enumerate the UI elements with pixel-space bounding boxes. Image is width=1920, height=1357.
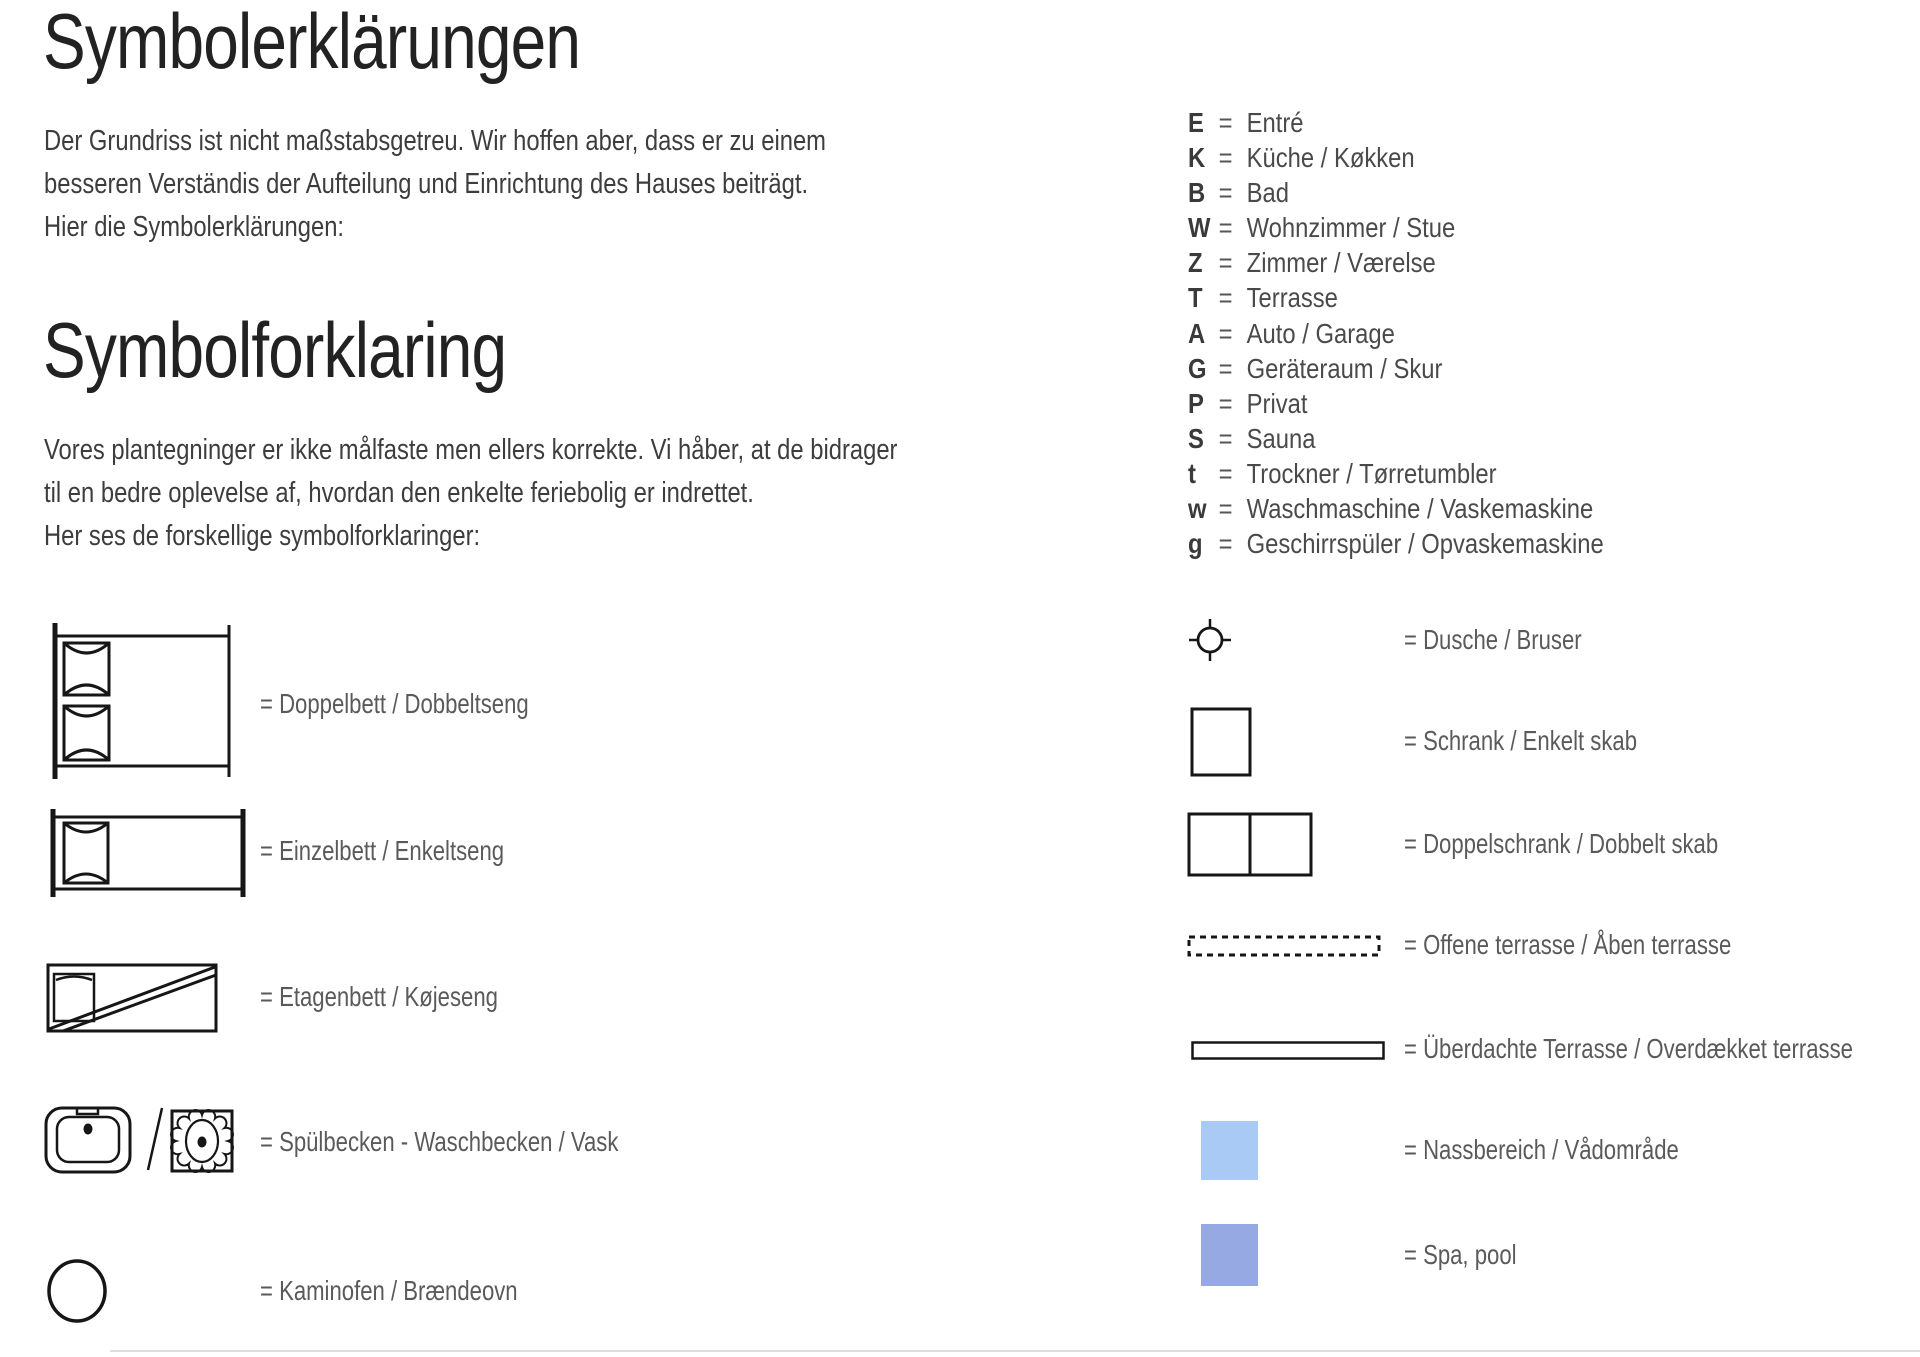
abbr-key: w — [1188, 493, 1207, 525]
single-wardrobe-label: = Schrank / Enkelt skab — [1404, 725, 1638, 756]
abbr-row-wohnzimmer — [1188, 210, 1604, 245]
double-bed-label: = Doppelbett / Dobbeltseng — [260, 688, 529, 719]
abbr-label: Waschmaschine / Vaskemaskine — [1246, 493, 1594, 525]
abbr-row-privat — [1188, 386, 1604, 421]
abbr-row-trockner — [1188, 456, 1604, 491]
abbr-label: Trockner / Tørretumbler — [1246, 457, 1497, 489]
danish-title: Symbolforklaring — [43, 306, 507, 394]
equals-sign: = — [1218, 457, 1233, 489]
german-title: Symbolerklärungen — [43, 0, 581, 85]
abbr-key: E — [1188, 107, 1204, 138]
danish-intro-line-2: til en bedre oplevelse af, hvordan den enkelte feriebolig er indrettet. — [44, 477, 754, 509]
abbr-label: Sauna — [1246, 422, 1316, 454]
spa-pool-swatch — [1201, 1224, 1258, 1286]
sink-washbasin-label: = Spülbecken - Waschbecken / Vask — [260, 1126, 619, 1157]
double-wardrobe-icon — [1187, 812, 1313, 877]
abbr-key: g — [1188, 528, 1203, 560]
slash-separator — [146, 1107, 164, 1171]
washbasin-icon — [170, 1109, 234, 1173]
single-wardrobe-icon — [1190, 707, 1252, 777]
spa-pool-label: = Spa, pool — [1404, 1239, 1517, 1270]
german-intro-line-1: Der Grundriss ist nicht maßstabsgetreu. Wir hoffen aber, dass er zu einem — [44, 125, 826, 157]
abbr-row-sauna — [1188, 421, 1604, 456]
equals-sign: = — [1218, 282, 1233, 314]
abbr-key: W — [1188, 212, 1211, 244]
bottom-divider — [110, 1350, 1920, 1352]
abbr-key: K — [1188, 142, 1206, 174]
abbr-key: T — [1188, 282, 1203, 314]
abbr-row-terrasse — [1188, 280, 1604, 315]
abbr-label: Entré — [1246, 107, 1304, 138]
equals-sign: = — [1218, 528, 1233, 560]
abbr-label: Küche / Køkken — [1246, 142, 1415, 174]
abbr-key: t — [1188, 457, 1196, 489]
german-intro-line-2: besseren Verständis der Aufteilung und Einrichtung des Hauses beiträgt. — [44, 168, 809, 200]
abbr-row-geraeteraum — [1188, 351, 1604, 386]
abbr-label: Geräteraum / Skur — [1246, 352, 1443, 384]
covered-terrace-label: = Überdachte Terrasse / Overdækket terrasse — [1404, 1033, 1853, 1064]
abbr-row-kueche — [1188, 140, 1604, 175]
open-terrace-icon — [1187, 935, 1381, 957]
abbreviation-list — [1188, 105, 1604, 561]
equals-sign: = — [1218, 422, 1233, 454]
abbr-key: S — [1188, 422, 1204, 454]
abbr-key: P — [1188, 387, 1204, 419]
equals-sign: = — [1218, 107, 1233, 138]
shower-icon — [1186, 616, 1234, 664]
abbr-label: Zimmer / Værelse — [1246, 247, 1436, 279]
abbr-row-bad — [1188, 175, 1604, 210]
danish-intro-line-1: Vores plantegninger er ikke målfaste men ellers korrekte. Vi håber, at de bidrager — [44, 434, 898, 466]
abbr-label: Auto / Garage — [1246, 317, 1395, 349]
single-bed-icon — [48, 808, 248, 898]
abbr-row-entre — [1188, 105, 1604, 140]
danish-intro — [44, 429, 897, 558]
wood-stove-label: = Kaminofen / Brændeovn — [260, 1275, 518, 1306]
bunk-bed-icon — [46, 963, 218, 1033]
equals-sign: = — [1218, 317, 1233, 349]
double-wardrobe-label: = Doppelschrank / Dobbelt skab — [1404, 828, 1719, 859]
wet-area-swatch — [1201, 1121, 1258, 1180]
double-bed-icon — [47, 622, 239, 780]
equals-sign: = — [1218, 212, 1233, 244]
abbr-label: Privat — [1246, 387, 1308, 419]
danish-intro-line-3: Her ses de forskellige symbolforklaringer: — [44, 520, 481, 552]
abbr-label: Terrasse — [1246, 282, 1338, 314]
abbr-key: Z — [1188, 247, 1203, 279]
equals-sign: = — [1218, 387, 1233, 419]
abbr-row-waschmaschine — [1188, 491, 1604, 526]
equals-sign: = — [1218, 177, 1233, 209]
bunk-bed-label: = Etagenbett / Køjeseng — [260, 981, 498, 1012]
abbr-label: Wohnzimmer / Stue — [1246, 212, 1456, 244]
abbr-label: Bad — [1246, 177, 1290, 209]
covered-terrace-icon — [1191, 1041, 1385, 1060]
single-bed-label: = Einzelbett / Enkeltseng — [260, 835, 505, 866]
wood-stove-icon — [45, 1259, 109, 1323]
abbr-row-geschirrspueler — [1188, 526, 1604, 561]
abbr-key: B — [1188, 177, 1206, 209]
open-terrace-label: = Offene terrasse / Åben terrasse — [1404, 929, 1732, 960]
shower-label: = Dusche / Bruser — [1404, 624, 1582, 655]
german-intro-line-3: Hier die Symbolerklärungen: — [44, 211, 345, 243]
equals-sign: = — [1218, 352, 1233, 384]
wet-area-label: = Nassbereich / Vådområde — [1404, 1134, 1679, 1165]
equals-sign: = — [1218, 493, 1233, 525]
abbr-key: A — [1188, 317, 1206, 349]
abbr-label: Geschirrspüler / Opvaskemaskine — [1246, 528, 1604, 560]
abbr-row-zimmer — [1188, 245, 1604, 280]
abbr-key: G — [1188, 352, 1207, 384]
sink-icon — [44, 1106, 132, 1174]
equals-sign: = — [1218, 142, 1233, 174]
abbr-row-auto — [1188, 316, 1604, 351]
german-intro — [44, 120, 826, 249]
equals-sign: = — [1218, 247, 1233, 279]
